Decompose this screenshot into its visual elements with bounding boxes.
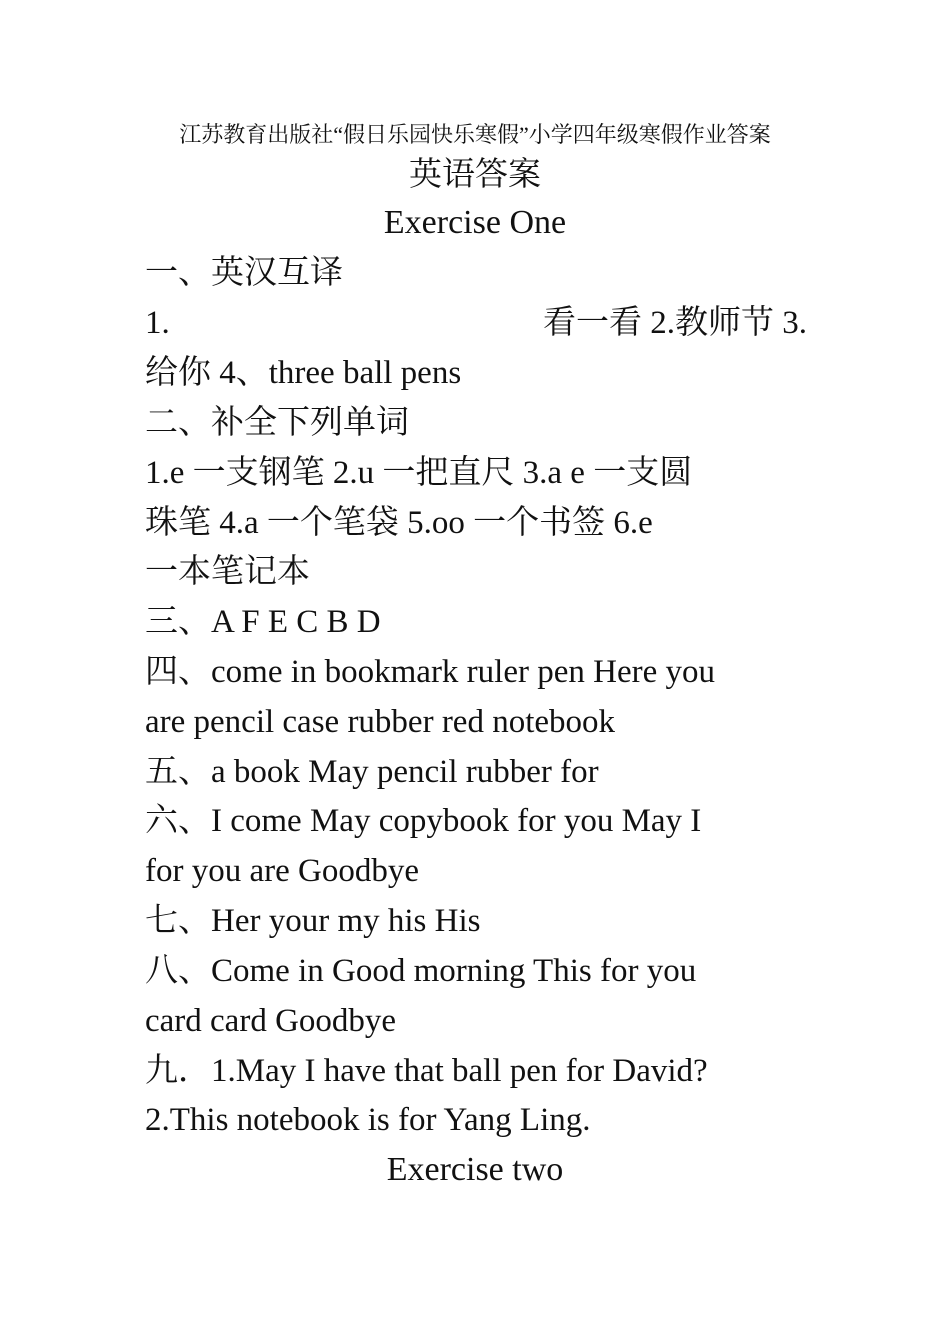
section-3-line-1: 三、A F E C B D [145,604,381,640]
answer-subtitle: 英语答案 [409,157,541,193]
section-2-line-2: 珠笔 4.a 一个笔袋 5.oo 一个书签 6.e [145,505,653,541]
section-1-line-2: 给你 4、three ball pens [145,355,462,391]
section-6-line-1: 六、I come May copybook for you May I [145,803,702,839]
section-4-line-1: 四、come in bookmark ruler pen Here you [145,654,715,690]
section-2-heading: 二、补全下列单词 [145,405,409,441]
section-9-line-2: 2.This notebook is for Yang Ling. [145,1102,591,1138]
section-1-line-1 [145,303,835,343]
section-2-line-1: 1.e 一支钢笔 2.u 一把直尺 3.a e 一支圆 [145,455,693,491]
section-4-line-2: are pencil case rubber red notebook [145,704,616,740]
section-8-line-1: 八、Come in Good morning This for you [145,953,697,989]
exercise-two-title: Exercise two [386,1151,564,1188]
section-5-line-1: 五、a book May pencil rubber for [145,754,599,790]
exercise-one-title: Exercise One [383,204,567,241]
section-7-line-1: 七、Her your my his His [145,903,481,939]
section-1-line-1-left: 1. [145,305,170,341]
section-6-line-2: for you are Goodbye [145,853,419,889]
section-1-line-1-right: 看一看 2.教师节 3. [543,305,807,341]
document-header: 江苏教育出版社“假日乐园快乐寒假”小学四年级寒假作业答案 [179,122,771,147]
section-1-heading: 一、英汉互译 [145,255,343,291]
section-9-line-1: 九．1.May I have that ball pen for David? [145,1053,708,1089]
section-2-line-3: 一本笔记本 [145,554,310,590]
section-8-line-2: card card Goodbye [145,1003,397,1039]
